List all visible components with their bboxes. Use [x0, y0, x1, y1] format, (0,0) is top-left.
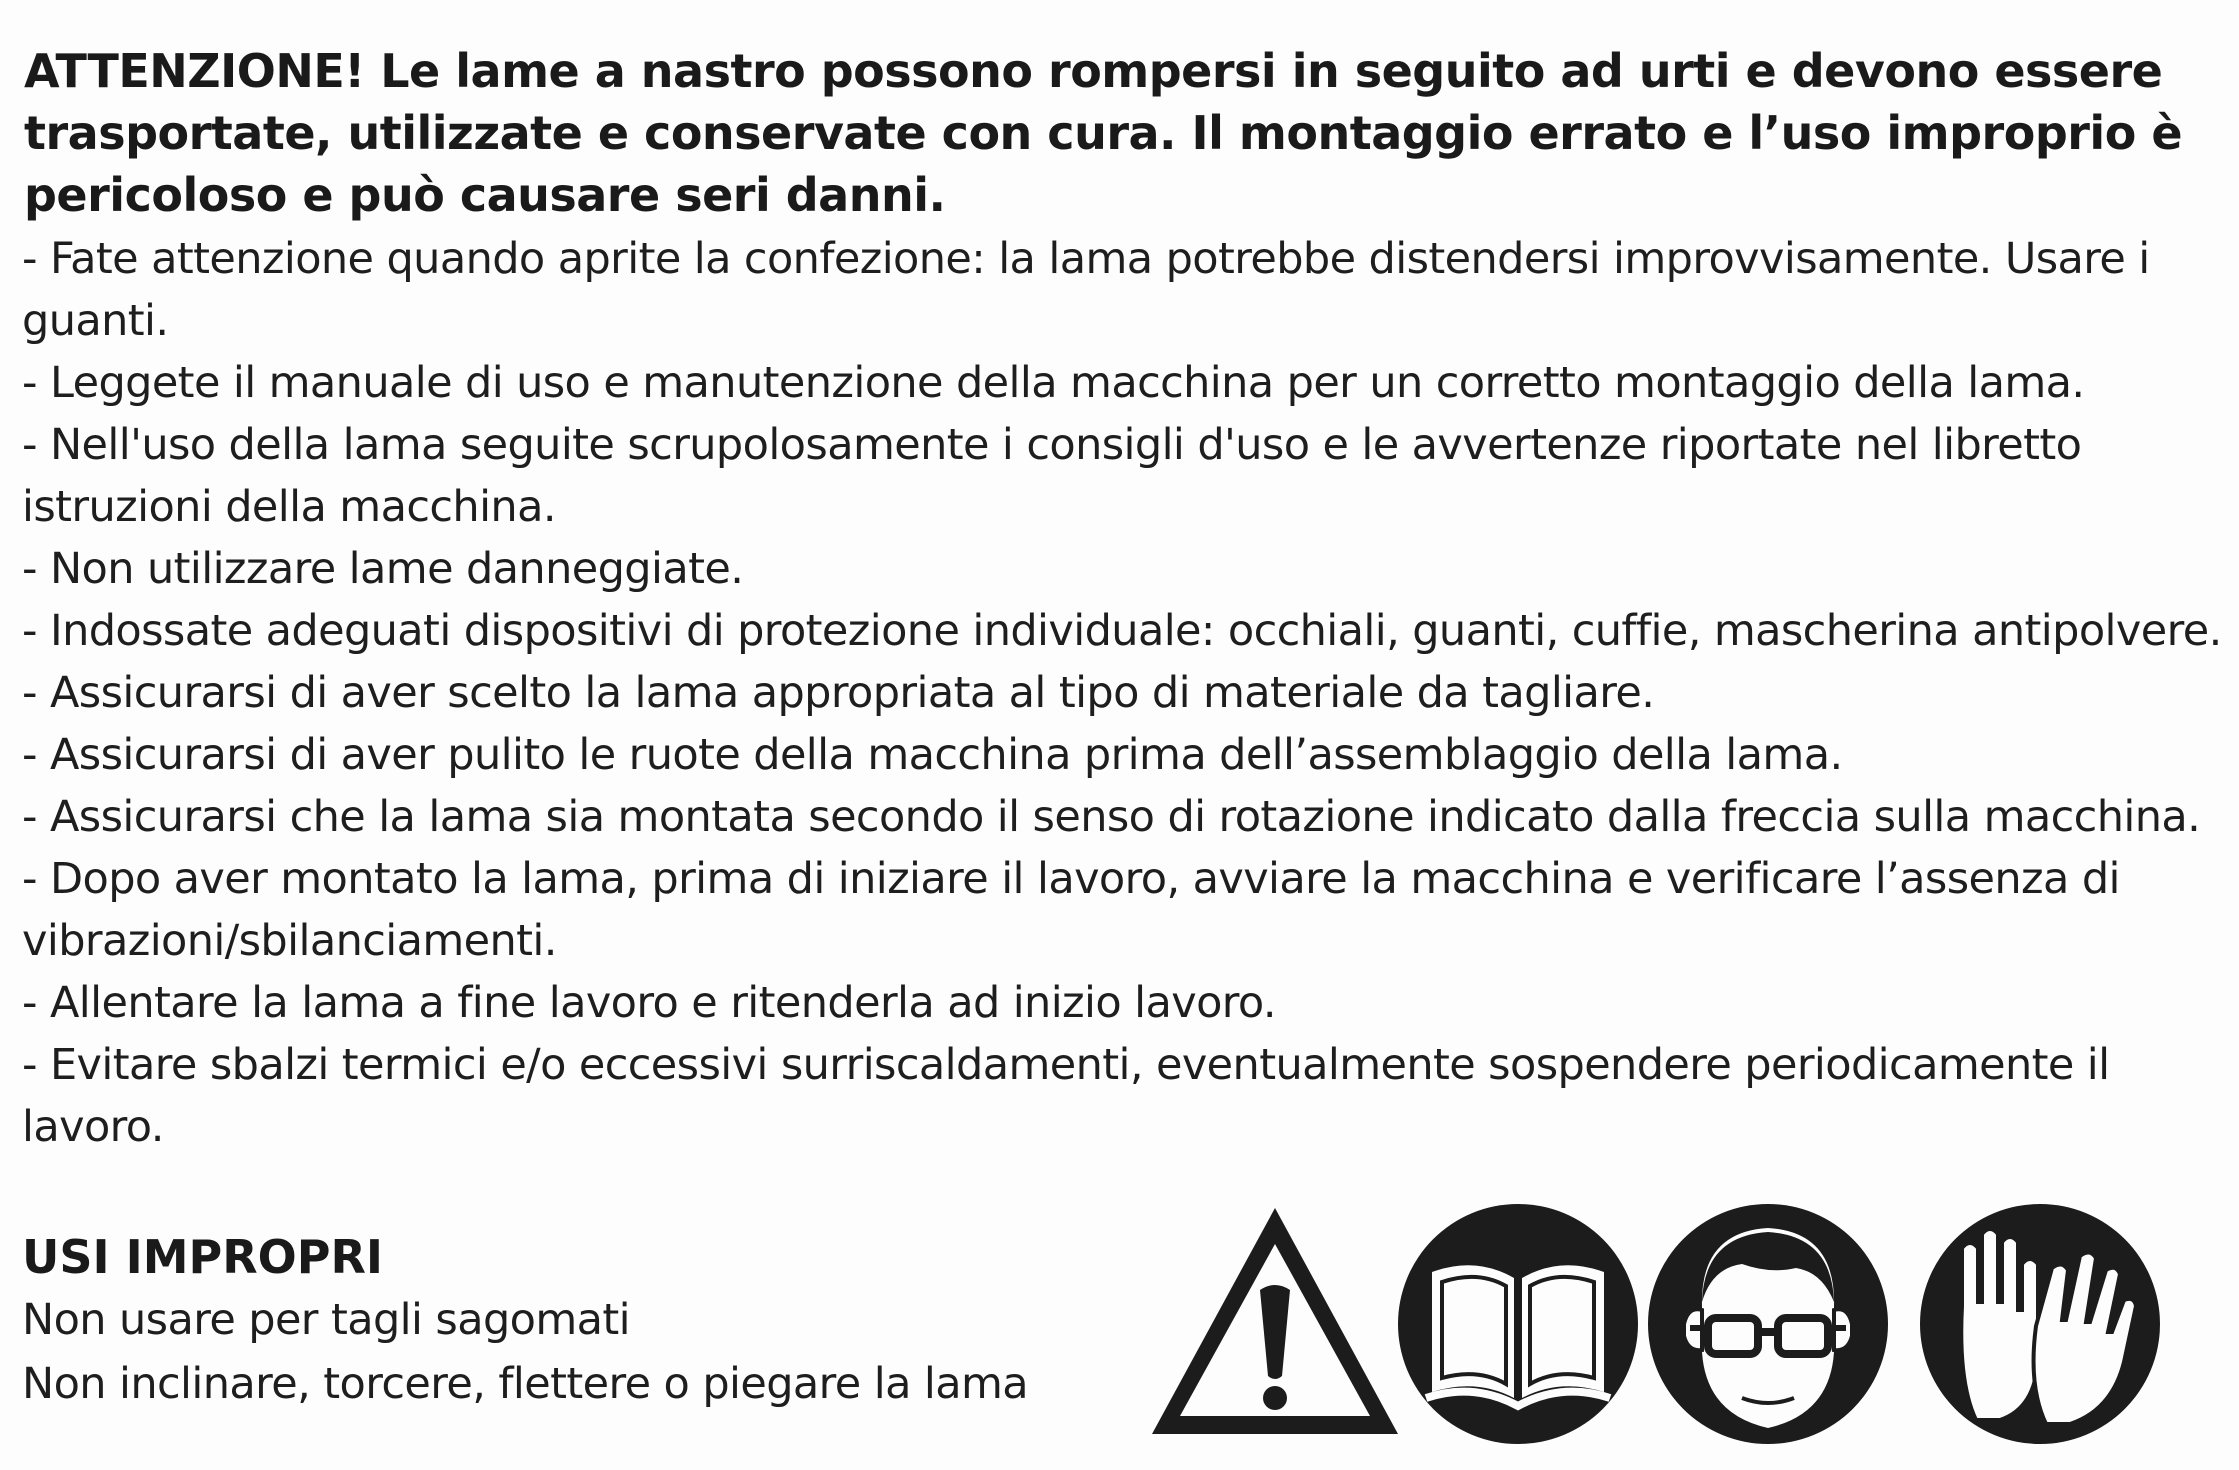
- eye-protection-icon: [1646, 1202, 1891, 1447]
- improper-use-item: Non usare per tagli sagomati: [22, 1295, 631, 1345]
- instruction-item: - Assicurarsi di aver scelto la lama appropriata al tipo di materiale da tagliare.: [22, 668, 1655, 718]
- read-manual-icon: [1396, 1202, 1641, 1447]
- warning-triangle-icon: [1148, 1202, 1403, 1447]
- instruction-item: - Allentare la lama a fine lavoro e ritenderla ad inizio lavoro.: [22, 978, 1276, 1028]
- instruction-item: - Evitare sbalzi termici e/o eccessivi surriscaldamenti, eventualmente sospendere periodicamente il lavoro.: [22, 1040, 2110, 1152]
- improper-use-title: USI IMPROPRI: [22, 1230, 383, 1284]
- instruction-item: - Assicurarsi di aver pulito le ruote della macchina prima dell’assemblaggio della lama.: [22, 730, 1843, 780]
- instructions-list: [22, 228, 2237, 1158]
- improper-use-list: [22, 1288, 1028, 1416]
- safety-pictograms: [1148, 1202, 2168, 1447]
- instruction-item: - Leggete il manuale di uso e manutenzione della macchina per un corretto montaggio della lama.: [22, 358, 2085, 408]
- instruction-item: - Dopo aver montato la lama, prima di iniziare il lavoro, avviare la macchina e verificare l’assenza di vibrazioni/sbilanciamenti.: [22, 854, 2120, 966]
- instruction-item: - Indossate adeguati dispositivi di protezione individuale: occhiali, guanti, cuffie, mascherina antipolvere.: [22, 606, 2222, 656]
- instruction-item: - Nell'uso della lama seguite scrupolosamente i consigli d'uso e le avvertenze riportate nel libretto istruzioni della macchina.: [22, 420, 2082, 532]
- warning-heading: ATTENZIONE! Le lame a nastro possono rompersi in seguito ad urti e devono essere trasportate, utilizzate e conservate con cura. Il montaggio errato e l’uso improprio è pericoloso e può causare seri danni.: [24, 44, 2183, 222]
- instruction-item: - Fate attenzione quando aprite la confezione: la lama potrebbe distendersi improvvisamente. Usare i guanti.: [22, 234, 2150, 346]
- instruction-item: - Assicurarsi che la lama sia montata secondo il senso di rotazione indicato dalla freccia sulla macchina.: [22, 792, 2201, 842]
- instruction-item: - Non utilizzare lame danneggiate.: [22, 544, 744, 594]
- gloves-icon: [1918, 1202, 2163, 1447]
- improper-use-item: Non inclinare, torcere, flettere o piegare la lama: [22, 1359, 1029, 1409]
